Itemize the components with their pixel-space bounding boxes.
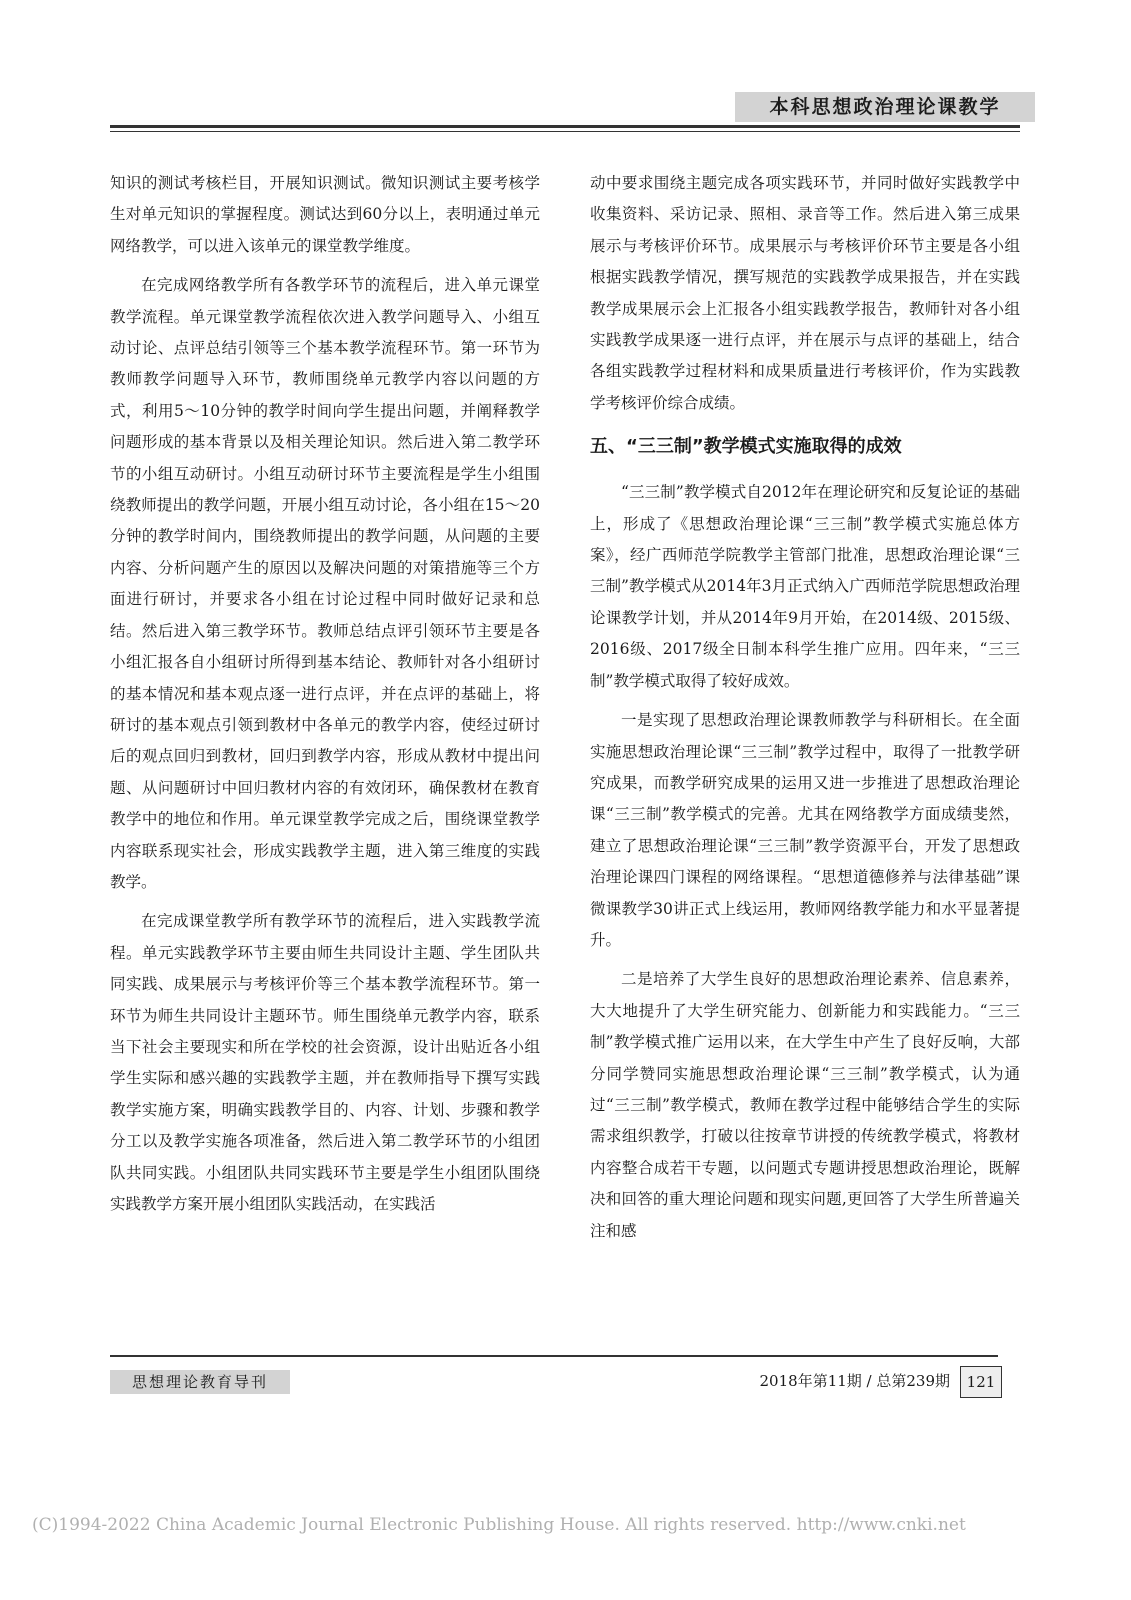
copyright-notice: (C)1994-2022 China Academic Journal Electronic Publishing House. All rights reserved. http://www.cnki.net: [32, 1515, 966, 1535]
running-header-title: 本科思想政治理论课教学: [735, 92, 1035, 122]
issue-info: 2018年第11期 / 总第239期: [759, 1372, 950, 1390]
paragraph: 知识的测试考核栏目，开展知识测试。微知识测试主要考核学生对单元知识的掌握程度。测试达到60分以上，表明通过单元网络教学，可以进入该单元的课堂教学维度。: [110, 174, 540, 255]
paragraph: 一是实现了思想政治理论课教师教学与科研相长。在全面实施思想政治理论课“三三制”教学过程中，取得了一批教学研究成果，而教学研究成果的运用又进一步推进了思想政治理论课“三三制”教学模式的完善。尤其在网络教学方面成绩斐然，建立了思想政治理论课“三三制”教学资源平台，开发了思想政治理论课四门课程的网络课程。“思想道德修养与法律基础”课微课教学30讲正式上线运用，教师网络教学能力和水平显著提升。: [590, 711, 1020, 949]
paragraph: 动中要求围绕主题完成各项实践环节，并同时做好实践教学中收集资料、采访记录、照相、录音等工作。然后进入第三成果展示与考核评价环节。成果展示与考核评价环节主要是各小组根据实践教学情况，撰写规范的实践教学成果报告，并在实践教学成果展示会上汇报各小组实践教学报告，教师针对各小组实践教学成果逐一进行点评，并在展示与点评的基础上，结合各组实践教学过程材料和成果质量进行考核评价，作为实践教学考核评价综合成绩。: [590, 174, 1020, 412]
journal-name: 思想理论教育导刊: [110, 1370, 290, 1394]
paragraph: 在完成课堂教学所有教学环节的流程后，进入实践教学流程。单元实践教学环节主要由师生共同设计主题、学生团队共同实践、成果展示与考核评价等三个基本教学流程环节。第一环节为师生共同设计主题环节。师生围绕单元教学内容，联系当下社会主要现实和所在学校的社会资源，设计出贴近各小组学生实际和感兴趣的实践教学主题，并在教师指导下撰写实践教学实施方案，明确实践教学目的、内容、计划、步骤和教学分工以及教学实施各项准备，然后进入第二教学环节的小组团队共同实践。小组团队共同实践环节主要是学生小组团队围绕实践教学方案开展小组团队实践活动，在实践活: [110, 912, 540, 1213]
paragraph: 在完成网络教学所有各教学环节的流程后，进入单元课堂教学流程。单元课堂教学流程依次进入教学问题导入、小组互动讨论、点评总结引领等三个基本教学流程环节。第一环节为教师教学问题导入环节，教师围绕单元教学内容以问题的方式，利用5～10分钟的教学时间向学生提出问题，并阐释教学问题形成的基本背景以及相关理论知识。然后进入第二教学环节的小组互动研讨。小组互动研讨环节主要流程是学生小组围绕教师提出的教学问题，开展小组互动讨论，各小组在15～20分钟的教学时间内，围绕教师提出的教学问题，从问题的主要内容、分析问题产生的原因以及解决问题的对策措施等三个方面进行研讨，并要求各小组在讨论过程中同时做好记录和总结。然后进入第三教学环节。教师总结点评引领环节主要是各小组汇报各自小组研讨所得到基本结论、教师针对各小组研讨的基本情况和基本观点逐一进行点评，并在点评的基础上，将研讨的基本观点引领到教材中各单元的教学内容，使经过研讨后的观点回归到教材，回归到教学内容，形成从教材中提出问题、从问题研讨中回归教材内容的有效闭环，确保教材在教育教学中的地位和作用。单元课堂教学完成之后，围绕课堂教学内容联系现实社会，形成实践教学主题，进入第三维度的实践教学。: [110, 276, 540, 891]
section-heading: 五、“三三制”教学模式实施取得的成效: [590, 436, 902, 458]
paragraph: “三三制”教学模式自2012年在理论研究和反复论证的基础上，形成了《思想政治理论课“三三制”教学模式实施总体方案》，经广西师范学院教学主管部门批准，思想政治理论课“三三制”教学模式从2014年3月正式纳入广西师范学院思想政治理论课教学计划，并从2014年9月开始，在2014级、2015级、2016级、2017级全日制本科学生推广应用。四年来，“三三制”教学模式取得了较好成效。: [590, 483, 1020, 690]
page-number: 121: [960, 1366, 1002, 1398]
right-column: [590, 168, 1020, 1255]
header-rule-thin: [110, 131, 1020, 132]
paragraph: 二是培养了大学生良好的思想政治理论素养、信息素养，大大地提升了大学生研究能力、创新能力和实践能力。“三三制”教学模式推广运用以来，在大学生中产生了良好反响，大部分同学赞同实施思想政治理论课“三三制”教学模式，认为通过“三三制”教学模式，教师在教学过程中能够结合学生的实际需求组织教学，打破以往按章节讲授的传统教学模式，将教材内容整合成若干专题，以问题式专题讲授思想政治理论，既解决和回答的重大理论问题和现实问题,更回答了大学生所普遍关注和感: [590, 970, 1020, 1240]
left-column: [110, 168, 540, 1228]
header-rule-thick: [110, 125, 1020, 128]
footer-rule: [110, 1355, 998, 1357]
